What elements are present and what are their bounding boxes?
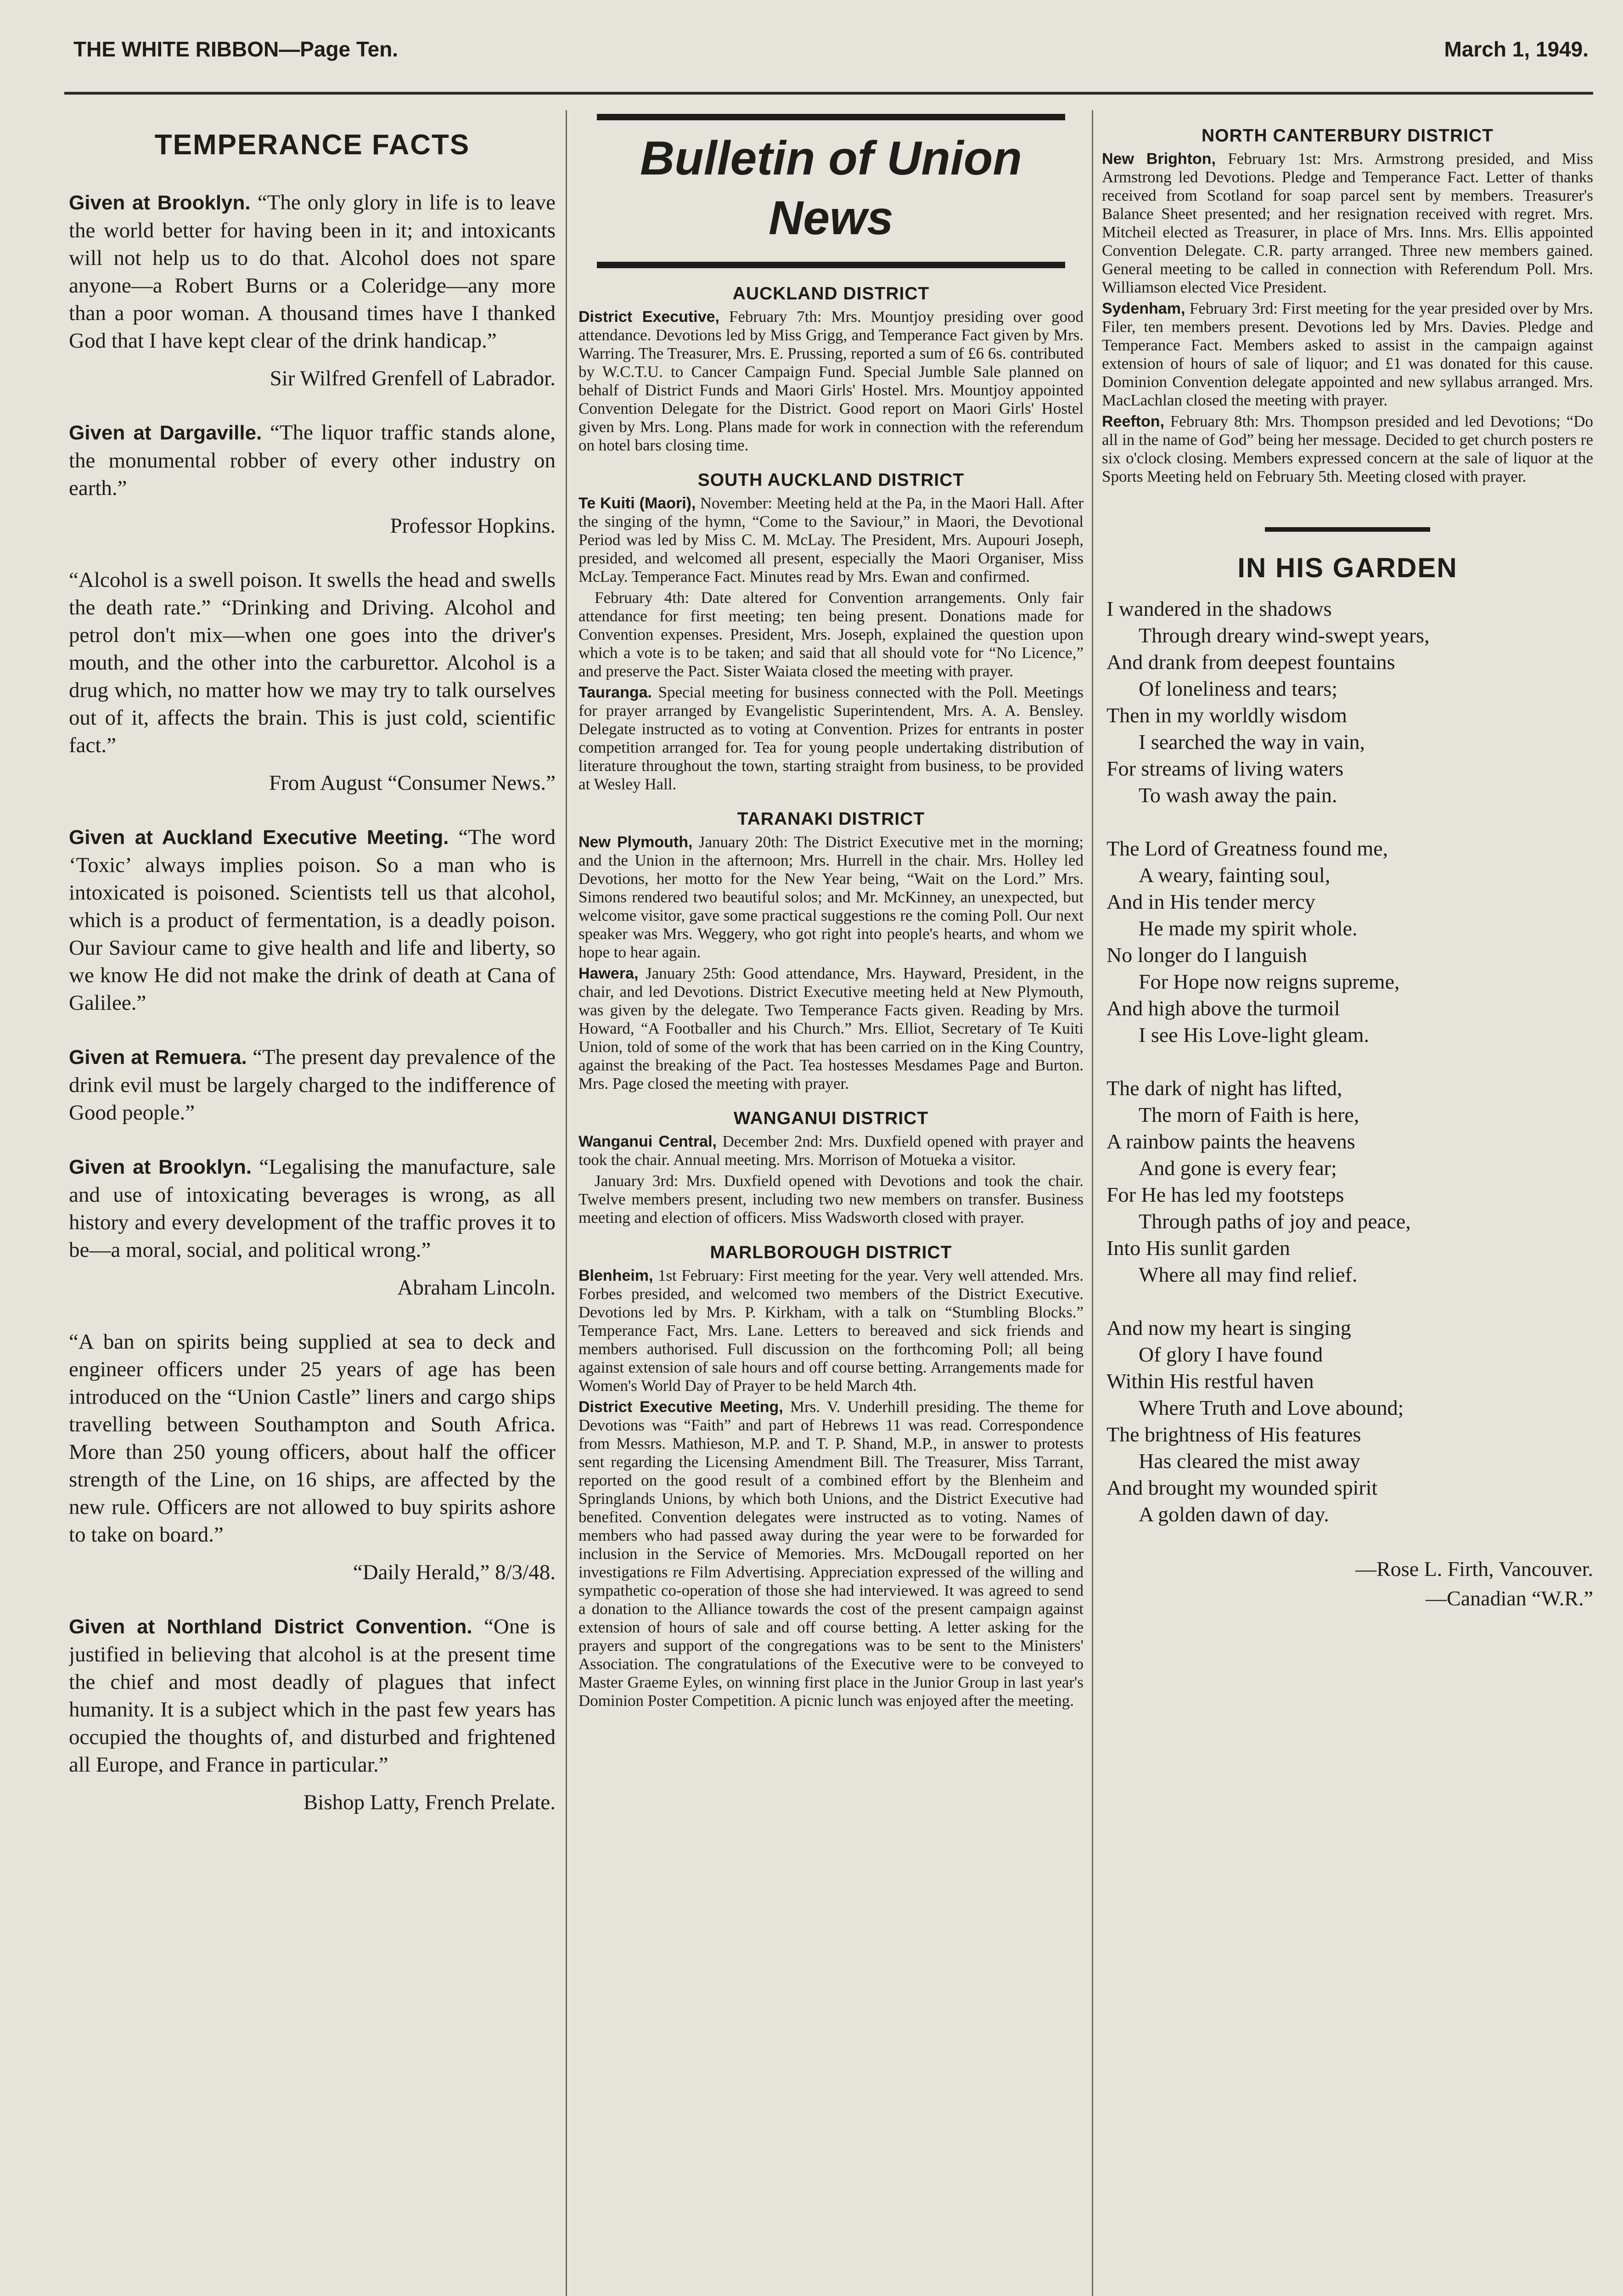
temperance-lead: Given at Auckland Executive Meeting. (69, 826, 449, 849)
temperance-quote: “The present day prevalence of the drink evil must be largely charged to the indifference of Good people.” (69, 1045, 556, 1125)
poem-line: Into His sunlit garden (1106, 1236, 1290, 1260)
district-heading: NORTH CANTERBURY DISTRICT (1202, 126, 1494, 146)
entry-text: January 20th: The District Executive met in the morning; and the Union in the afternoon; Mrs. Hurrell in the chair. Mrs. Holley led Devotions, her motto for the New Year being, “Wait on the Lord.” Mrs. Simons rendered two beautiful solos; and Mr. McKinney, an unexpected, but welcome visitor, gave some practical suggestions re the coming Poll. Our next speaker was Mrs. Weggery, who got right into people's hearts, and whom we hope to hear again. (578, 833, 1084, 961)
bulletin-top-rule (597, 114, 1065, 120)
bulletin-districts-left (578, 283, 1084, 1710)
temperance-lead: Given at Brooklyn. (69, 191, 251, 214)
header-date: March 1, 1949. (1444, 37, 1589, 61)
temperance-text (69, 823, 556, 1017)
entry-lead: New Brighton, (1102, 150, 1216, 168)
temperance-source: “Daily Herald,” 8/3/48. (353, 1560, 556, 1584)
district-entry (578, 589, 1084, 681)
poem-line: And brought my wounded spirit (1106, 1476, 1378, 1499)
temperance-item (69, 1153, 556, 1301)
entry-lead: Hawera, (578, 965, 639, 982)
column-rule-2 (1092, 110, 1093, 2296)
poem-stanza (1106, 835, 1593, 1048)
temperance-quote: “A ban on spirits being supplied at sea to deck and engineer officers under 25 years of age has been introduced on the “Union Castle” liners and cargo ships travelling between Southampton and South Africa. More than 250 young officers, about half the officer strength of the Line, on 16 ships, are affected by the new rule. Officers are not allowed to buy spirits ashore to take on board.” (69, 1330, 556, 1547)
poem-rule (1265, 527, 1430, 532)
temperance-lead: Given at Brooklyn. (69, 1156, 252, 1178)
poem-stanza (1106, 1075, 1593, 1288)
poem-line: Has cleared the mist away (1139, 1449, 1360, 1473)
temperance-source: Bishop Latty, French Prelate. (303, 1790, 556, 1814)
temperance-source: Professor Hopkins. (390, 514, 556, 538)
temperance-text (69, 189, 556, 355)
poem-line: Then in my worldly wisdom (1106, 703, 1347, 727)
poem-line: Of loneliness and tears; (1139, 677, 1338, 700)
temperance-column (69, 110, 556, 2296)
poem-line: Where all may find relief. (1139, 1263, 1358, 1286)
temperance-lead: Given at Remuera. (69, 1046, 247, 1069)
poem-line: And drank from deepest fountains (1106, 650, 1395, 674)
poem-line: To wash away the pain. (1139, 783, 1337, 807)
temperance-quote: “The only glory in life is to leave the world better for having been in it; and intoxicants will not help us to do that. Alcohol does not spare anyone—a Robert Burns or a Coleridge—any more than a poor woman. A thousand times have I thanked God that I have kept clear of the drink handicap.” (69, 191, 556, 353)
poem-author: —Rose L. Firth, Vancouver. (1355, 1557, 1593, 1581)
district-entry (1102, 299, 1593, 410)
bulletin-title: Bulletin of Union News (640, 132, 1022, 245)
entry-lead: Wanganui Central, (578, 1133, 717, 1150)
district-entry (578, 1398, 1084, 1710)
district-entry (1102, 412, 1593, 486)
district-entry (578, 308, 1084, 455)
header-publication: THE WHITE RIBBON—Page Ten. (73, 37, 399, 61)
district-entry (578, 833, 1084, 962)
entry-text: January 3rd: Mrs. Duxfield opened with Devotions and took the chair. Twelve members present, including two new members on transfer. Business meeting and election of officers. Miss Wadsworth closed with prayer. (578, 1172, 1084, 1227)
entry-text: Mrs. V. Underhill presiding. The theme for Devotions was “Faith” and part of Hebrews 11 was read. Correspondence from Messrs. Mathieson, M.P. and T. P. Shand, M.P., in answer to protests sent regarding the Licensing Amendment Bill. The Treasurer, Miss Tarrant, reported on the good result of a combined effort by the Blenheim and Springlands Unions, by which both Unions, and the District Executive had benefited. Convention delegates were instructed as to voting. Names of members who had passed away during the year were to be forwarded for inclusion in the Service of Memories. Mrs. McDougall reported on her investigations re Film Advertising. Appreciation expressed of the willing and sympathetic co-operation of those she had interviewed. It was agreed to send a donation to the Alliance towards the cost of the present campaign against extension of hours of sale and off course betting. A letter asking for the prayers and support of the congregations was to be sent to the Ministers' Association. The congratulations of the Executive were to be conveyed to Master Graeme Eyles, on winning first place in the Junior Group in last year's Dominion Poster Competition. A picnic lunch was enjoyed after the meeting. (578, 1398, 1084, 1710)
poem-credit: —Canadian “W.R.” (1426, 1587, 1593, 1610)
district-heading: WANGANUI DISTRICT (733, 1109, 929, 1128)
temperance-lead: Given at Dargaville. (69, 422, 262, 444)
poem-line: A golden dawn of day. (1139, 1503, 1329, 1526)
temperance-text (69, 566, 556, 759)
right-column (1102, 110, 1593, 2296)
district-entry (578, 1266, 1084, 1395)
poem-line: Through dreary wind-swept years, (1139, 624, 1430, 647)
poem-body (1102, 596, 1593, 1528)
poem-line: A rainbow paints the heavens (1106, 1130, 1355, 1153)
poem-line: And gone is every fear; (1139, 1156, 1337, 1180)
poem-line: And now my heart is singing (1106, 1316, 1351, 1339)
bulletin-column (578, 110, 1084, 2296)
poem-line: And in His tender mercy (1106, 890, 1315, 913)
poem-title: IN HIS GARDEN (1237, 552, 1458, 583)
poem-line: And high above the turmoil (1106, 996, 1340, 1020)
temperance-text (69, 1153, 556, 1264)
entry-text: Special meeting for business connected with the Poll. Meetings for prayer arranged by Evangelistic Superintendent, Mrs. A. A. Bensley. Delegate instructed as to voting at Convention. Prizes for entrants in poster competition arranged for. Tea for young people undertaking distribution of literature throughout the town, starting straight from business, to be provided at Wesley Hall. (578, 683, 1084, 793)
temperance-quote: “The word ‘Toxic’ always implies poison. So a man who is intoxicated is poisoned. Scientists tell us that alcohol, which is a product of fermentation, is a deadly poison. Our Saviour came to give health and life and liberty, so we know He did not make the drink of death at Cana of Galilee.” (69, 825, 556, 1015)
district-entry (578, 964, 1084, 1093)
temperance-item (69, 1613, 556, 1816)
header-rule (64, 92, 1593, 95)
poem-line: I searched the way in vain, (1139, 730, 1365, 754)
poem-line: Within His restful haven (1106, 1369, 1314, 1393)
poem-stanza (1106, 1315, 1593, 1528)
poem-line: Where Truth and Love abound; (1139, 1396, 1404, 1419)
page-header (73, 37, 1589, 69)
poem-line: The dark of night has lifted, (1106, 1076, 1342, 1100)
district-entry (1102, 150, 1593, 297)
poem-line: For streams of living waters (1106, 757, 1344, 780)
entry-lead: Sydenham, (1102, 300, 1185, 317)
district-entry (578, 1172, 1084, 1227)
temperance-lead: Given at Northland District Convention. (69, 1615, 472, 1638)
district-entry (578, 494, 1084, 586)
entry-lead: Te Kuiti (Maori), (578, 495, 696, 512)
temperance-item (69, 566, 556, 797)
temperance-item (69, 1043, 556, 1126)
entry-text: December 2nd: Mrs. Duxfield opened with prayer and took the chair. Annual meeting. Mrs. Morrison of Motueka a visitor. (578, 1132, 1084, 1169)
temperance-text (69, 1613, 556, 1778)
temperance-item (69, 189, 556, 392)
poem-line: Of glory I have found (1139, 1343, 1323, 1366)
poem-line: The Lord of Greatness found me, (1106, 837, 1388, 860)
poem-line: I wandered in the shadows (1106, 597, 1332, 620)
temperance-items (69, 189, 556, 1816)
temperance-item (69, 823, 556, 1017)
entry-text: February 3rd: First meeting for the year presided over by Mrs. Filer, ten members present. Devotions led by Mrs. Davies. Pledge and Temperance Fact. Members asked to assist in the campaign against extension of hours of sale of liquor; and £1 was donated for this cause. Dominion Convention delegate appointed and new syllabus arranged. Mrs. MacLachlan closed the meeting with prayer. (1102, 299, 1593, 409)
entry-lead: Tauranga. (578, 684, 652, 701)
entry-lead: Reefton, (1102, 413, 1164, 430)
column-rule-1 (566, 110, 567, 2296)
poem-line: A weary, fainting soul, (1139, 863, 1331, 887)
poem-stanza (1106, 596, 1593, 809)
poem-line: No longer do I languish (1106, 943, 1307, 967)
entry-text: February 1st: Mrs. Armstrong presided, and Miss Armstrong led Devotions. Pledge and Temperance Fact. Letter of thanks received from Scotland for soap parcel sent by members. Treasurer's Balance Sheet presented; and her resignation received with regret. Mrs. Mitcheil elected as Treasurer, in place of Mrs. Inns. Mrs. Ellis appointed Convention Delegate. C.R. party arranged. Three new members gained. General meeting to be called in connection with Referendum Poll. Mrs. Williamson elected Vice President. (1102, 150, 1593, 296)
entry-text: November: Meeting held at the Pa, in the Maori Hall. After the singing of the hymn, “Come to the Saviour,” in Maori, the Devotional Period was led by Miss C. M. McLay. The President, Mrs. Aupouri Joseph, presided, and welcomed all present, especially the Maori Organiser, Miss McLay. Temperance Fact. Minutes read by Mrs. Ewan and confirmed. (578, 494, 1084, 585)
temperance-item (69, 419, 556, 540)
entry-lead: Blenheim, (578, 1267, 653, 1284)
temperance-quote: “One is justified in believing that alcohol is at the present time the chief and most deadly of plagues that infect humanity. It is a subject which in the past few years has occupied the thoughts of, and disturbed and frightened all Europe, and France in particular.” (69, 1615, 556, 1777)
temperance-quote: “Legalising the manufacture, sale and use of intoxicating beverages is wrong, as all history and every development of the traffic proves it to be—a moral, social, and political wrong.” (69, 1155, 556, 1262)
entry-text: 1st February: First meeting for the year. Very well attended. Mrs. Forbes presided, and welcomed two members of the District Executive. Devotions led by Mrs. P. Kirkham, with a talk on “Stumbling Blocks.” Temperance Fact, Mrs. Lane. Letters to bereaved and sick friends and members authorised. Full discussion on the forthcoming Poll; all being against extension of sale hours and off course betting. Arrangements made for Women's World Day of Prayer to be held March 4th. (578, 1266, 1084, 1395)
entry-text: January 25th: Good attendance, Mrs. Hayward, President, in the chair, and led Devotions. District Executive meeting held at New Plymouth, was given by the delegate. Two Temperance Facts given. Reading by Mrs. Howard, “A Footballer and his Church.” Mrs. Elliot, Secretary of Te Kuiti Union, told of some of the work that has been carried on in the King Country, against the breaking of the Pact. Tea hostesses Mesdames Page and Burton. Mrs. Page closed the meeting with prayer. (578, 964, 1084, 1092)
entry-text: February 8th: Mrs. Thompson presided and led Devotions; “Do all in the name of God” being her message. Decided to get church posters re six o'clock closing. Members expressed concern at the sale of liquor at the Sports Meeting held on February 5th. Meeting closed with prayer. (1102, 412, 1593, 485)
temperance-text (69, 1043, 556, 1126)
poem-line: For Hope now reigns supreme, (1139, 970, 1400, 993)
poem-line: He made my spirit whole. (1139, 917, 1358, 940)
temperance-quote: “The liquor traffic stands alone, the monumental robber of every other industry on earth.” (69, 421, 556, 500)
entry-lead: District Executive Meeting, (578, 1398, 783, 1416)
district-heading: AUCKLAND DISTRICT (732, 284, 930, 304)
temperance-text (69, 419, 556, 502)
poem-line: The brightness of His features (1106, 1423, 1361, 1446)
district-entry (578, 683, 1084, 793)
entry-lead: District Executive, (578, 308, 719, 326)
temperance-source: Abraham Lincoln. (397, 1276, 556, 1300)
entry-text: February 7th: Mrs. Mountjoy presiding over good attendance. Devotions led by Miss Grigg, and Temperance Fact given by Mrs. Warring. The Treasurer, Mrs. E. Prussing, reported a sum of £6 6s. contributed by W.C.T.U. to Cancer Campaign Fund. Special Jumble Sale planned on behalf of District Funds and Maori Girls' Hostel. Mrs. Mountjoy appointed Convention Delegate for the District. Good report on Maori Girls' Hostel given by Mrs. Long. Plans made for work in connection with the referendum on hotel bars closing time. (578, 308, 1084, 454)
temperance-title: TEMPERANCE FACTS (154, 129, 470, 161)
district-heading: TARANAKI DISTRICT (737, 809, 925, 829)
district-entry (578, 1132, 1084, 1169)
temperance-quote: “Alcohol is a swell poison. It swells the head and swells the death rate.” “Drinking and Driving. Alcohol and petrol don't mix—when one goes into the driver's mouth, and the other into the carburettor. Alcohol is a drug which, no matter how we may try to talk ourselves out of it, affects the brain. This is just cold, scientific fact.” (69, 568, 556, 757)
bulletin-bottom-rule (597, 262, 1065, 268)
temperance-item (69, 1328, 556, 1586)
temperance-source: From August “Consumer News.” (269, 771, 556, 795)
entry-text: February 4th: Date altered for Convention arrangements. Only fair attendance for first meeting; ten being present. Donations made for Convention expenses. President, Mrs. Joseph, explained the question upon which a vote is to be taken; and said that all should vote for “No Licence,” and preserve the Pact. Sister Waiata closed the meeting with prayer. (578, 589, 1084, 680)
district-heading: SOUTH AUCKLAND DISTRICT (697, 470, 965, 490)
bulletin-districts-right (1102, 125, 1593, 486)
entry-lead: New Plymouth, (578, 833, 693, 851)
temperance-text (69, 1328, 556, 1548)
poem-line: For He has led my footsteps (1106, 1183, 1344, 1206)
district-heading: MARLBOROUGH DISTRICT (710, 1243, 952, 1262)
poem-line: The morn of Faith is here, (1139, 1103, 1359, 1126)
temperance-source: Sir Wilfred Grenfell of Labrador. (270, 366, 556, 390)
poem-line: I see His Love-light gleam. (1139, 1023, 1370, 1047)
poem-line: Through paths of joy and peace, (1139, 1210, 1411, 1233)
